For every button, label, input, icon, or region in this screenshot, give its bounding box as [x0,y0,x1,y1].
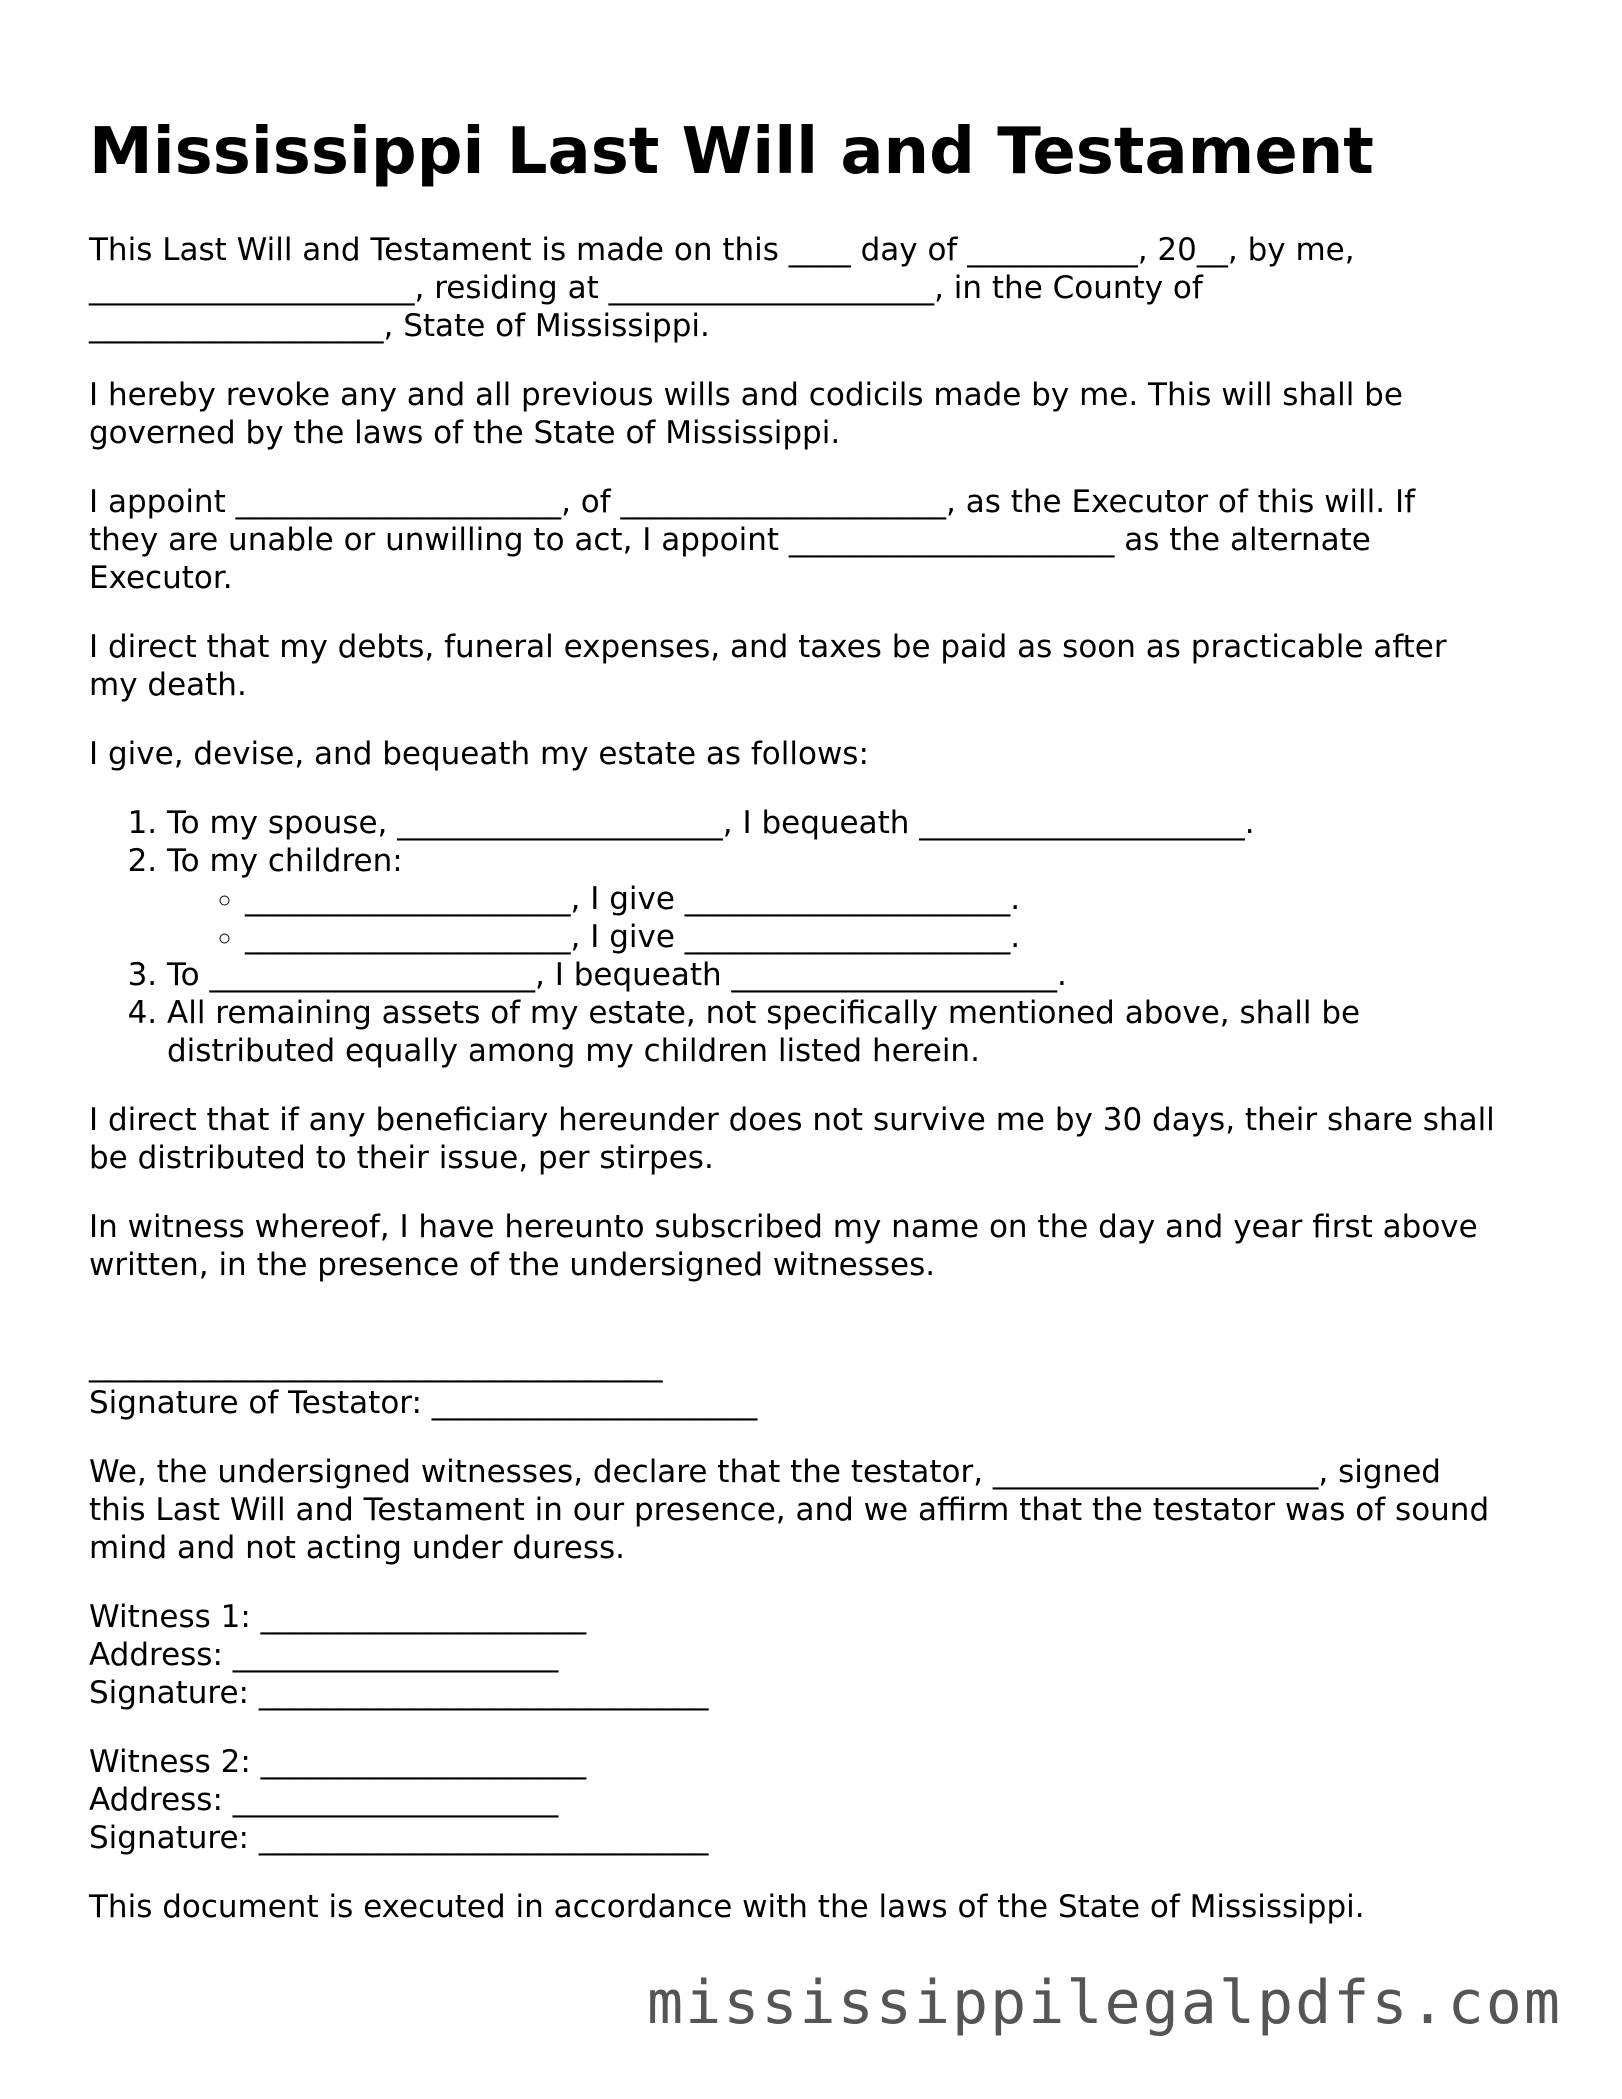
child-item-2: ◦ _____________________, I give _____________________. [245,918,1549,956]
bequest-item-other-text: To _____________________, I bequeath _____________________. [167,957,1067,993]
bequest-item-spouse [167,804,1549,842]
intro-line-3: ___________________, State of Mississippi. [89,308,710,344]
witness-declaration-paragraph [89,1453,1549,1567]
revocation-paragraph [89,376,1549,452]
intro-line-2: _____________________, residing at _____________________, in the County of [89,270,1203,306]
bequest-item-children [167,842,1549,956]
estate-intro-paragraph: I give, devise, and bequeath my estate as follows: [89,736,869,772]
witness-declaration-line-2: this Last Will and Testament in our presence, and we affirm that the testator was of sound [89,1492,1490,1528]
witness-1-name: Witness 1: _____________________ [89,1599,587,1635]
bequest-item-spouse-text: To my spouse, _____________________, I bequeath _____________________. [167,805,1255,841]
child-item-1: ◦ _____________________, I give _____________________. [245,880,1549,918]
closing-paragraph: This document is executed in accordance with the laws of the State of Mississippi. [89,1889,1365,1925]
children-list [167,880,1549,956]
intro-paragraph [89,231,1549,345]
witness-clause-line-1: In witness whereof, I have hereunto subscribed my name on the day and year first above [89,1209,1478,1245]
debts-paragraph [89,628,1549,704]
witness-declaration-line-3: mind and not acting under duress. [89,1530,626,1566]
executor-paragraph [89,483,1549,597]
document-body [89,231,1549,1957]
survival-line-2: be distributed to their issue, per stirpes. [89,1140,714,1176]
testator-signature-line: _____________________________________ [89,1347,663,1383]
survival-line-1: I direct that if any beneficiary hereunder does not survive me by 30 days, their share shall [89,1102,1495,1138]
executor-line-1: I appoint _____________________, of _____________________, as the Executor of this will. If [89,484,1416,520]
site-watermark: mississippilegalpdfs.com [647,1968,1562,2038]
witness-2-signature: Signature: _____________________________ [89,1820,709,1856]
witness-2-address: Address: _____________________ [89,1782,559,1818]
witness-clause-paragraph [89,1208,1549,1284]
bequest-item-other [167,956,1549,994]
witness-1-address: Address: _____________________ [89,1637,559,1673]
witness-clause-line-2: written, in the presence of the undersigned witnesses. [89,1247,936,1283]
bequest-item-children-text: To my children: [167,843,403,879]
survival-paragraph [89,1101,1549,1177]
witness-2-block [89,1743,1549,1857]
debts-line-2: my death. [89,667,247,703]
bequest-item-residue-line-1: 4. All remaining assets of my estate, not specifically mentioned above, shall be [167,995,1361,1031]
testator-signature-label: Signature of Testator: _____________________ [89,1385,758,1421]
revocation-line-2: governed by the laws of the State of Mississippi. [89,415,841,451]
debts-line-1: I direct that my debts, funeral expenses, and taxes be paid as soon as practicable after [89,629,1447,665]
executor-line-3: Executor. [89,560,233,596]
witness-1-signature: Signature: _____________________________ [89,1675,709,1711]
bequest-item-residue [167,994,1549,1070]
witness-1-block [89,1598,1549,1712]
witness-declaration-line-1: We, the undersigned witnesses, declare that the testator, _____________________, signed [89,1454,1441,1490]
revocation-line-1: I hereby revoke any and all previous wills and codicils made by me. This will shall be [89,377,1403,413]
witness-2-name: Witness 2: _____________________ [89,1744,587,1780]
testator-signature-block [89,1346,1549,1422]
bequests-list [89,804,1549,1070]
intro-line-1: This Last Will and Testament is made on this ____ day of ___________, 20__, by me, [89,232,1355,268]
bequest-item-residue-line-2: distributed equally among my children listed herein. [167,1033,980,1069]
executor-line-2: they are unable or unwilling to act, I appoint _____________________ as the alternate [89,522,1371,558]
document-title: Mississippi Last Will and Testament [89,115,1374,189]
